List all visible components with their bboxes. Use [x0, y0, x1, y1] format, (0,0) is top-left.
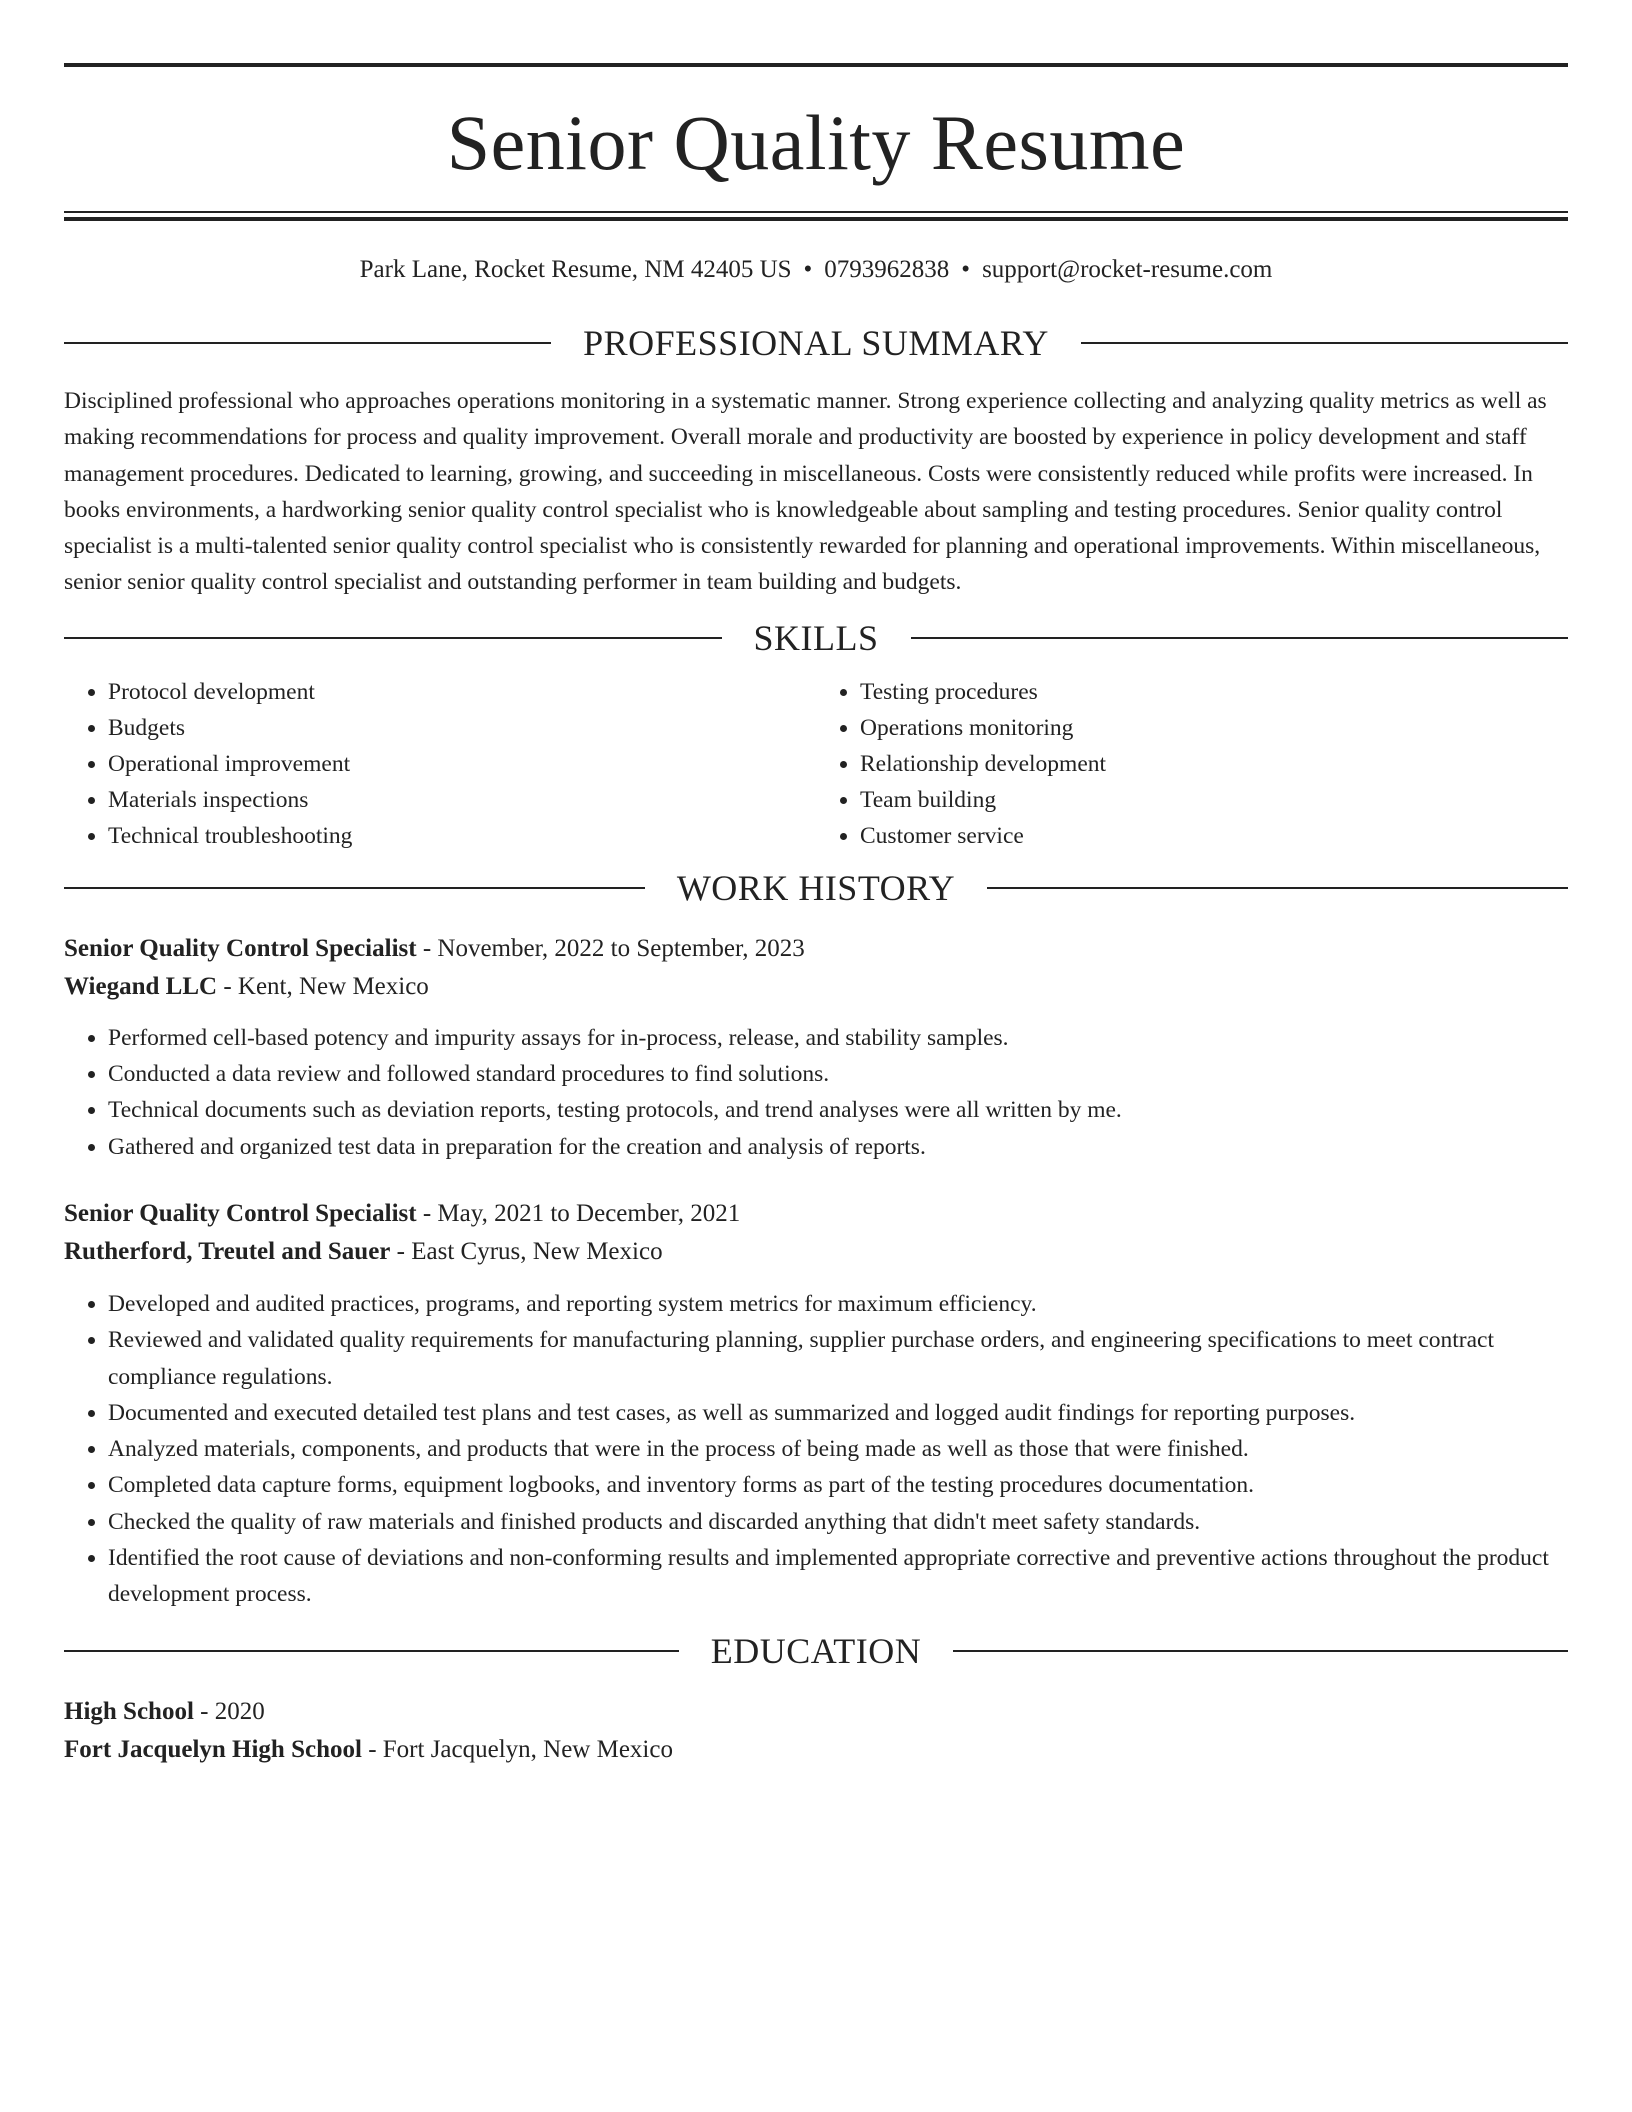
education-year: - 2020: [193, 1697, 265, 1725]
section-heading-work: [64, 868, 1568, 908]
contact-phone: 0793962838: [824, 256, 950, 283]
contact-email: support@rocket-resume.com: [982, 256, 1273, 283]
skill-item: • Budgets: [108, 710, 816, 746]
contact-address: Park Lane, Rocket Resume, NM 42405 US: [359, 256, 792, 283]
section-title: SKILLS: [753, 617, 879, 658]
job-bullets: [64, 1020, 1568, 1165]
contact-separator: •: [961, 256, 971, 283]
section-heading-skills: [64, 618, 1568, 658]
job-bullet: • Identified the root cause of deviations and non-conforming results and implemented appropriate corrective and preventive actions throughout the product development process.: [108, 1540, 1568, 1613]
job-bullet: • Developed and audited practices, programs, and reporting system metrics for maximum efficiency.: [108, 1286, 1568, 1322]
job-location: - Kent, New Mexico: [217, 972, 429, 1000]
skill-item: • Operational improvement: [108, 746, 816, 782]
job-bullet: • Reviewed and validated quality requirements for manufacturing planning, supplier purchase orders, and engineering specifications to meet contract compliance regulations.: [108, 1322, 1568, 1395]
skill-item: • Operations monitoring: [860, 710, 1568, 746]
education-school-line: [64, 1731, 1568, 1769]
job-location: - East Cyrus, New Mexico: [390, 1237, 663, 1265]
skill-item: • Materials inspections: [108, 782, 816, 818]
education-location: - Fort Jacquelyn, New Mexico: [361, 1735, 673, 1763]
contact-separator: •: [803, 256, 813, 283]
divider: [911, 637, 1569, 639]
job-title-line: [64, 1195, 1568, 1233]
job-company-line: [64, 1233, 1568, 1271]
summary-paragraph: Disciplined professional who approaches operations monitoring in a systematic manner. Strong experience collecting and analyzing quality metrics as well as making recommendations for process and quality improvement. Overall morale and productivity are boosted by experience in policy development and staff management procedures. Dedicated to learning, growing, and succeeding in miscellaneous. Costs were consistently reduced while profits were increased. In books environments, a hardworking senior quality control specialist who is knowledgeable about sampling and testing procedures. Senior quality control specialist is a multi-talented senior quality control specialist who is consistently rewarded for planning and operational improvements. Within miscellaneous, senior senior quality control specialist and outstanding performer in team building and budgets.: [64, 388, 1547, 596]
divider: [1081, 342, 1568, 344]
skills-column-left: [64, 674, 816, 854]
skill-item: • Team building: [860, 782, 1568, 818]
contact-line: [64, 255, 1568, 285]
education-degree: High School: [64, 1697, 194, 1725]
skill-item: • Technical troubleshooting: [108, 818, 816, 854]
job-bullet: • Technical documents such as deviation reports, testing protocols, and trend analyses were all written by me.: [108, 1092, 1568, 1128]
divider: [64, 342, 551, 344]
section-title: EDUCATION: [710, 1630, 922, 1671]
job-bullet: • Performed cell-based potency and impurity assays for in-process, release, and stability samples.: [108, 1020, 1568, 1056]
header-top-rule: [64, 63, 1568, 67]
skill-item: • Protocol development: [108, 674, 816, 710]
skill-item: • Customer service: [860, 818, 1568, 854]
divider: [64, 1650, 679, 1652]
job-bullet: • Checked the quality of raw materials and finished products and discarded anything that didn't meet safety standards.: [108, 1504, 1568, 1540]
job-title: Senior Quality Control Specialist: [64, 934, 417, 962]
job-dates: - November, 2022 to September, 2023: [416, 934, 805, 962]
skill-item: • Relationship development: [860, 746, 1568, 782]
divider: [64, 637, 722, 639]
skill-item: • Testing procedures: [860, 674, 1568, 710]
education-entry: [64, 1693, 1568, 1769]
job-bullet: • Gathered and organized test data in preparation for the creation and analysis of reports.: [108, 1129, 1568, 1165]
divider: [987, 887, 1568, 889]
job-bullet: • Documented and executed detailed test plans and test cases, as well as summarized and logged audit findings for reporting purposes.: [108, 1395, 1568, 1431]
job-company: Wiegand LLC: [64, 972, 218, 1000]
section-heading-education: [64, 1631, 1568, 1671]
skills-column-right: [816, 674, 1568, 854]
job-bullet: • Completed data capture forms, equipment logbooks, and inventory forms as part of the testing procedures documentation.: [108, 1467, 1568, 1503]
section-title: PROFESSIONAL SUMMARY: [583, 323, 1049, 363]
job-company: Rutherford, Treutel and Sauer: [64, 1237, 391, 1265]
header-double-rule: [64, 211, 1568, 221]
skills-list: [64, 674, 1568, 854]
resume-title: Senior Quality Resume: [446, 99, 1186, 186]
job-entry: [64, 930, 1568, 1165]
job-title-line: [64, 930, 1568, 968]
section-title: WORK HISTORY: [676, 867, 956, 908]
job-entry: [64, 1195, 1568, 1613]
job-bullet: • Analyzed materials, components, and products that were in the process of being made as well as those that were finished.: [108, 1431, 1568, 1467]
education-school: Fort Jacquelyn High School: [64, 1735, 362, 1763]
job-bullets: [64, 1286, 1568, 1613]
job-company-line: [64, 968, 1568, 1006]
education-degree-line: [64, 1693, 1568, 1731]
divider: [953, 1650, 1568, 1652]
divider: [64, 887, 645, 889]
job-title: Senior Quality Control Specialist: [64, 1199, 417, 1227]
job-dates: - May, 2021 to December, 2021: [416, 1199, 741, 1227]
resume-page: [64, 63, 1568, 1769]
job-bullet: • Conducted a data review and followed standard procedures to find solutions.: [108, 1056, 1568, 1092]
section-heading-summary: [64, 323, 1568, 363]
